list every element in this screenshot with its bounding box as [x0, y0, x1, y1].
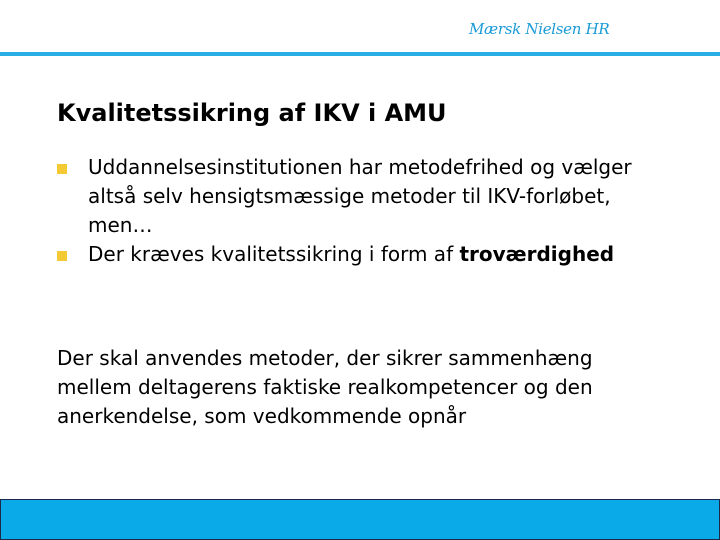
- slide-title: Kvalitetssikring af IKV i AMU: [57, 99, 447, 127]
- brand-logo-text: Mærsk Nielsen HR: [469, 20, 610, 38]
- bullet-text: [88, 242, 614, 266]
- bullet-list: [57, 153, 677, 269]
- footer-band: [0, 499, 720, 540]
- square-bullet-icon: [57, 164, 67, 174]
- bullet-item: [57, 153, 677, 240]
- bullet-text-plain: Uddannelsesinstitutionen har metodefrihed og vælger altså selv hensigtsmæssige metoder til IKV-forløbet, men…: [88, 155, 632, 237]
- square-bullet-icon: [57, 251, 67, 261]
- bullet-text-plain: Der kræves kvalitetssikring i form af: [88, 242, 460, 266]
- bullet-item: [57, 240, 677, 269]
- body-paragraph: Der skal anvendes metoder, der sikrer sammenhæng mellem deltagerens faktiske realkompetencer og den anerkendelse, som vedkommende opnår: [57, 346, 593, 428]
- header-divider: [0, 52, 720, 56]
- bullet-text: [88, 155, 632, 237]
- bullet-emphasis: troværdighed: [459, 242, 615, 266]
